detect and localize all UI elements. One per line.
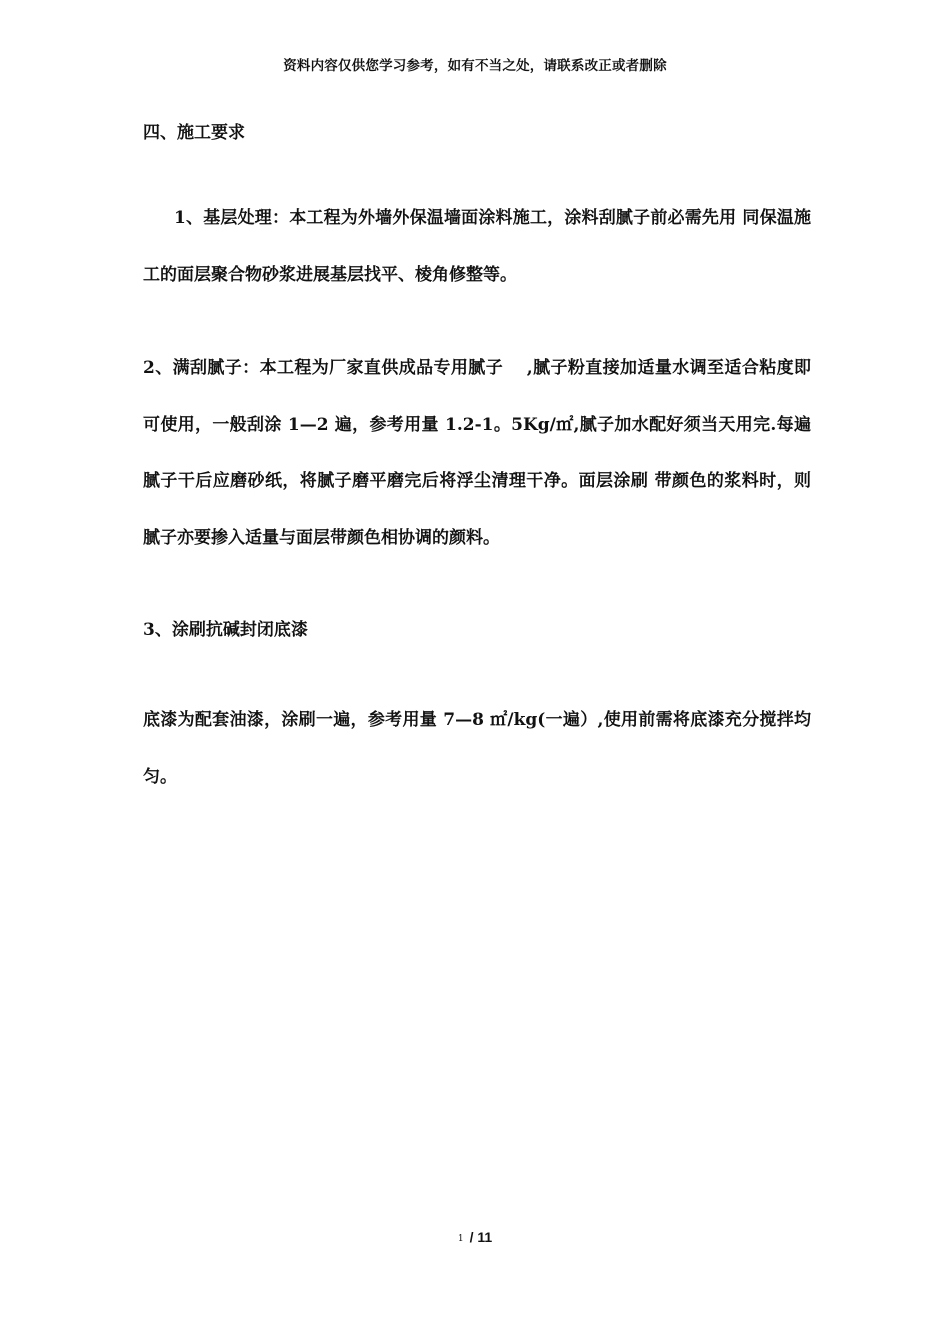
page-number [0, 1229, 950, 1245]
paragraph-putty: 2、满刮腻子：本工程为厂家直供成品专用腻子 ,腻子粉直接加适量水调至适合粘度即可使用，一般刮涂 1—2 遍，参考用量 1.2-1。5Kg/㎡,腻子加水配好须当天用完.每遍腻子干后应磨砂纸，将腻子磨平磨完后将浮尘清理干净。面层涂刷 带颜色的浆料时，则腻子亦要掺入适量与面层带颜色相协调的颜料。 [143, 358, 811, 548]
paragraph-base-treatment: 1、基层处理：本工程为外墙外保温墙面涂料施工，涂料刮腻子前必需先用 同保温施工的面层聚合物砂浆进展基层找平、棱角修整等。 [143, 208, 811, 285]
paragraph-primer-detail: 底漆为配套油漆，涂刷一遍，参考用量 7—8 ㎡/kg(一遍）,使用前需将底漆充分搅拌均匀。 [143, 710, 811, 787]
paragraph-primer-heading: 3、涂刷抗碱封闭底漆 [143, 620, 308, 640]
current-page: 1 [457, 1234, 464, 1244]
section-title: 四、施工要求 [143, 123, 245, 143]
header-disclaimer: 资料内容仅供您学习参考，如有不当之处，请联系改正或者删除 [283, 58, 667, 74]
total-pages: / 11 [469, 1229, 493, 1245]
